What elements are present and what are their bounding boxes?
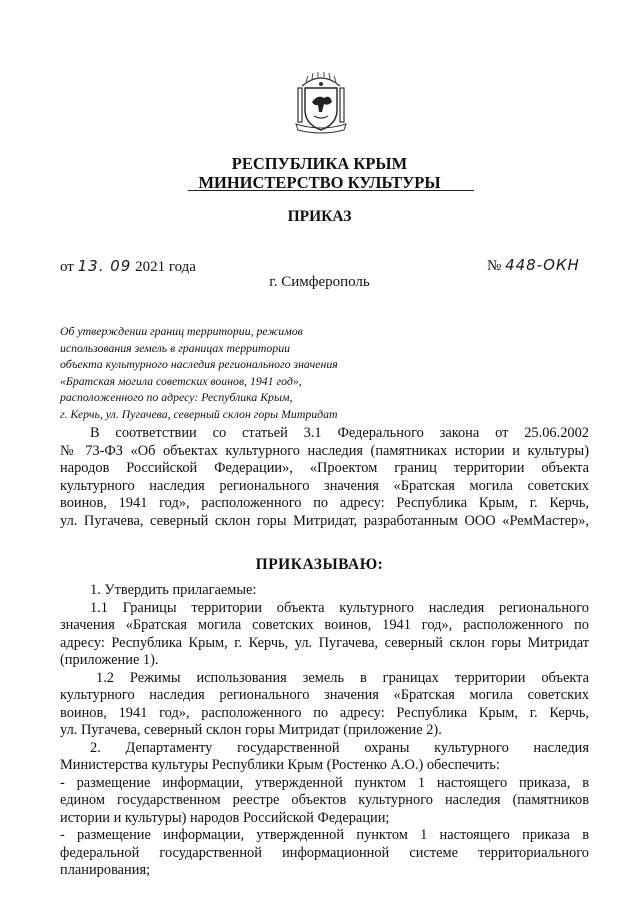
subject-line: Об утверждении границ территории, режимов <box>60 324 303 338</box>
item-1-1-line: (приложение 1). <box>60 652 159 668</box>
order-command: ПРИКАЗЫВАЮ: <box>255 556 384 573</box>
subject-line: расположенного по адресу: Республика Крым, <box>60 390 293 404</box>
preamble-line: культурного наследия регионального значения «Братская могила советских <box>60 477 589 494</box>
item-1-1-line: адресу: Республика Крым, г. Керчь, ул. Пугачева, северный склон горы Митридат <box>60 634 589 651</box>
date-suffix: 2021 года <box>135 259 196 275</box>
bullet-1-line: истории и культуры) народов Российской Федерации; <box>60 809 390 826</box>
item-1-2-line: ул. Пугачева, северный склон горы Митридат (приложение 2). <box>60 722 442 738</box>
item-2-line: 2. Департаменту государственной охраны культурного наследия <box>90 739 589 756</box>
preamble-line: № 73-ФЗ «Об объектах культурного наследия (памятниках истории и культуры) <box>60 442 589 459</box>
subject-line: использования земель в границах территории <box>60 340 291 355</box>
bullet-1-line: едином государственном реестре объектов культурного наследия (памятников <box>60 792 589 808</box>
number-handwritten: 448-ОКН <box>505 256 580 274</box>
number-prefix: № <box>487 258 502 274</box>
preamble-line: народов Российской Федерации», «Проектом границ территории объекта <box>60 460 589 476</box>
item-1-1-line: значения «Братская могила советских воинов, 1941 год», расположенного по <box>60 617 589 633</box>
subject-line: г. Керчь, ул. Пугачева, северный склон горы Митридат <box>60 406 338 421</box>
item-1-2-line: культурного наследия регионального значения «Братская могила советских <box>60 687 589 703</box>
preamble <box>60 425 589 530</box>
item-2-line: Министерства культуры Республики Крым (Ростенко А.О.) обеспечить: <box>60 757 500 773</box>
document-type: ПРИКАЗ <box>287 208 352 225</box>
header-divider <box>188 190 474 191</box>
item-1: 1. Утвердить прилагаемые: <box>90 582 257 598</box>
subject-line: «Братская могила советских воинов, 1941 год», <box>60 373 302 388</box>
subject-line: объекта культурного наследия регионального значения <box>60 357 338 371</box>
subject-block <box>60 323 338 422</box>
ministry-title: МИНИСТЕРСТВО КУЛЬТУРЫ <box>198 173 441 192</box>
bullet-2-line: федеральной государственной информационной системе территориального <box>60 844 589 861</box>
item-1-1-line: 1.1 Границы территории объекта культурного наследия регионального <box>90 599 589 616</box>
bullet-2-line: планирования; <box>60 862 151 878</box>
date-handwritten: 13. 09 <box>77 257 132 275</box>
city: г. Симферополь <box>269 274 370 290</box>
preamble-line: воинов, 1941 год», расположенного по адресу: Республика Крым, г. Керчь, <box>60 495 589 511</box>
bullet-1-line: - размещение информации, утвержденной пунктом 1 настоящего приказа, в <box>60 774 589 791</box>
republic-title: РЕСПУБЛИКА КРЫМ <box>231 154 408 173</box>
item-1-2-line: 1.2 Режимы использования земель в границах территории объекта <box>96 669 589 686</box>
order-items <box>60 582 589 880</box>
order-number <box>487 256 580 275</box>
bullet-2-line: - размещение информации, утвержденной пунктом 1 настоящего приказа в <box>60 827 589 843</box>
crimea-coat-of-arms-icon <box>294 72 348 136</box>
preamble-line: В соответствии со статьей 3.1 Федерального закона от 25.06.2002 <box>90 425 589 441</box>
item-1-2-line: воинов, 1941 год», расположенного по адресу: Республика Крым, г. Керчь, <box>60 704 589 721</box>
date-prefix: от <box>60 259 74 275</box>
preamble-line: ул. Пугачева, северный склон горы Митридат, разработанным ООО «РемМастер», <box>60 512 589 529</box>
